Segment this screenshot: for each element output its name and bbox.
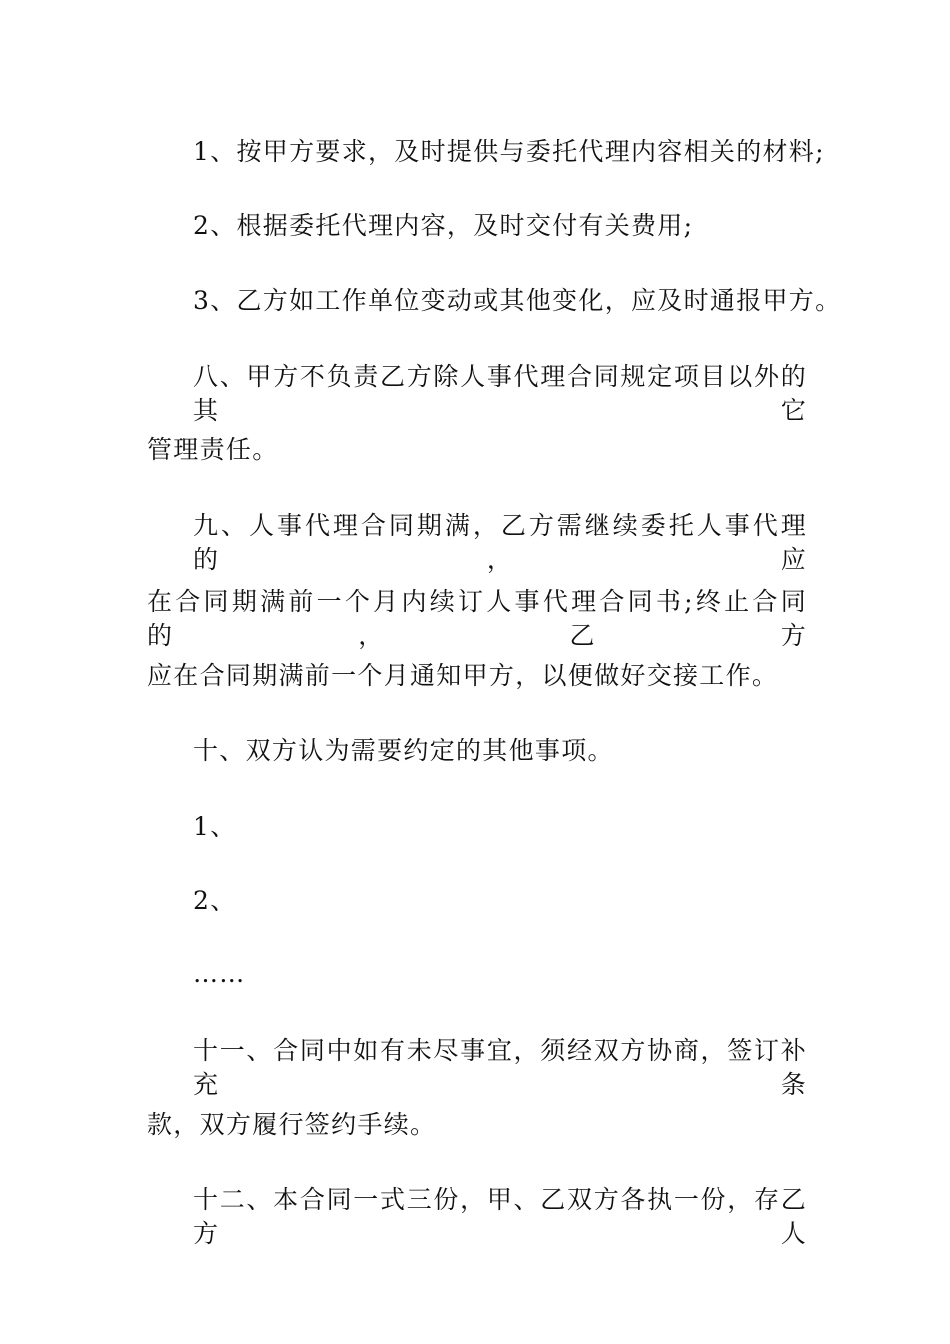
paragraph-line: …… [193, 959, 246, 988]
paragraph-line: 十一、合同中如有未尽事宜，须经双方协商，签订补充条 [193, 1036, 807, 1099]
paragraph-line: 十、双方认为需要约定的其他事项。 [193, 736, 614, 765]
paragraph-line: 应在合同期满前一个月通知甲方，以便做好交接工作。 [147, 661, 779, 690]
paragraph-line: 1、按甲方要求，及时提供与委托代理内容相关的材料; [193, 137, 825, 166]
paragraph-line: 2、 [193, 886, 237, 915]
paragraph-line: 3、乙方如工作单位变动或其他变化，应及时通报甲方。 [193, 286, 842, 315]
paragraph-line: 2、根据委托代理内容，及时交付有关费用; [193, 211, 694, 240]
paragraph-line: 款，双方履行签约手续。 [147, 1110, 437, 1139]
paragraph-line: 1、 [193, 812, 237, 841]
paragraph-line: 在合同期满前一个月内续订人事代理合同书;终止合同的，乙方 [147, 587, 807, 650]
paragraph-line: 九、人事代理合同期满，乙方需继续委托人事代理的，应 [193, 511, 807, 574]
paragraph-line: 管理责任。 [147, 435, 279, 464]
paragraph-line: 十二、本合同一式三份，甲、乙双方各执一份，存乙方人 [193, 1185, 807, 1248]
paragraph-line: 八、甲方不负责乙方除人事代理合同规定项目以外的其它 [193, 362, 807, 425]
